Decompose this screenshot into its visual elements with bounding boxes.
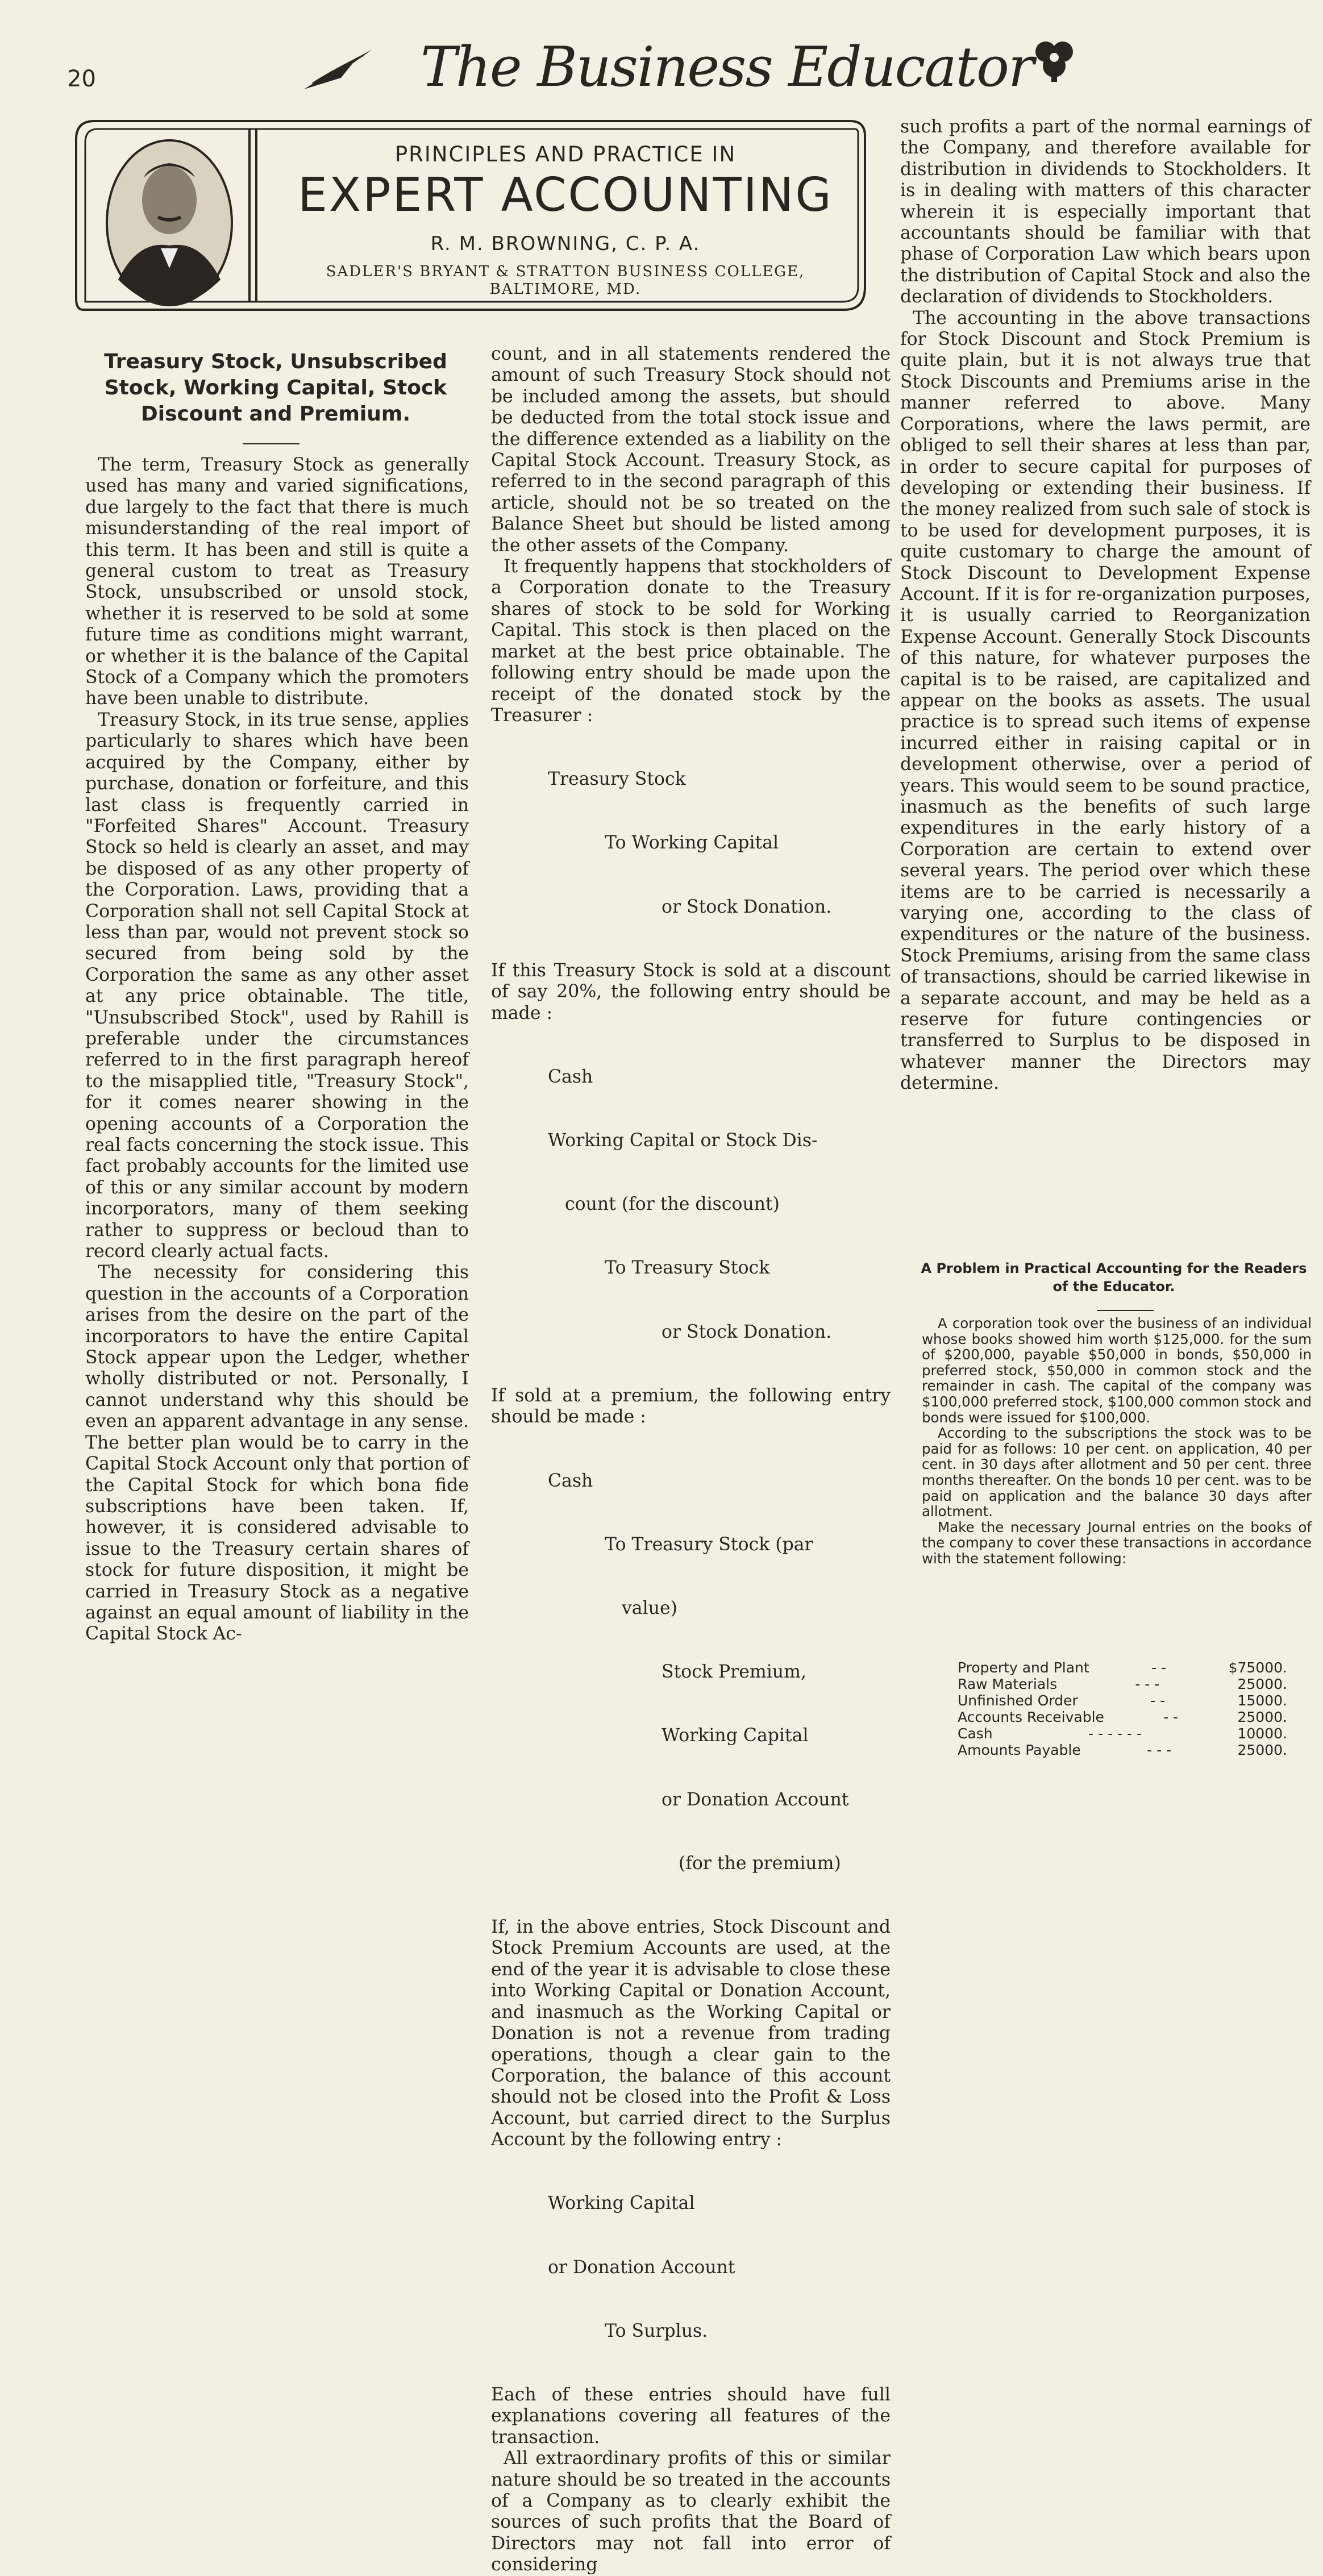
paragraph: According to the subscriptions the stock was to be paid for as follows: 10 per cent. on application, 40 per cent. in 30 days after allotment and 50 per cent. three months thereafter. On the bonds 10 per cent. was to be paid on application and the balance 30 days after allotment. [922, 1425, 1312, 1520]
paragraph: Treasury Stock, in its true sense, applies particularly to shares which have been acquired by the Company, either by purchase, donation or forfeiture, and this last class is frequently carried in "Forfeited Shares" Account. Treasury Stock so held is clearly an asset, and may be disposed of as any other property of the Corporation. Laws, providing that a Corporation shall not sell Capital Stock at less than par, would not prevent stock so secured from being sold by the Corporation the same as any other asset at any price obtainable. The title, "Unsubscribed Stock", used by Rahill is preferable under the circumstances referred to in the first paragraph hereof to the misapplied title, "Treasury Stock", for it comes nearer showing in the opening accounts of a Corporation the real facts concerning the stock issue. This fact probably accounts for the limited use of this or any similar account by modern incorporators, many of them seeking rather to suppress or becloud than to record clearly actual facts. [85, 709, 469, 1262]
entry-line: Working Capital or Stock Dis- [548, 1130, 818, 1151]
paragraph: The accounting in the above transactions for Stock Discount and Stock Premium is quite plain, but it is not always true that Stock Discounts and Premiums arise in the manner referred to above. Many Corporations, where the laws permit, are obliged to sell their shares at less than par, in order to secure capital for purposes of developing or extending their business. If the money realized from such sale of stock is to be used for development purposes, it is quite customary to charge the amount of Stock Discount to Development Expense Account. If it is for re-organization purposes, it is usually carried to Reorganization Expense Account. Generally Stock Discounts of this nature, for whatever purposes the capital is to be raised, are capitalized and appear on the books as assets. The usual practice is to spread such items of expense incurred either in raising capital or in development otherwise, over a period of years. This would seem to be sound practice, inasmuch as the benefits of such large expenditures in the early history of a Corporation are certain to extend over several years. The period over which these items are to be carried is necessarily a varying one, according to the class of expenditures or the nature of the business. Stock Premiums, arising from the same class of transactions, should be carried likewise in a separate account, and may be held as a reserve for future contingencies or transferred to Surplus to be disposed in whatever manner the Directors may determine. [900, 307, 1310, 1094]
statement-row [958, 1676, 1287, 1692]
entry-line: count (for the discount) [565, 1194, 780, 1215]
divider [1097, 1310, 1154, 1311]
title-kicker: PRINCIPLES AND PRACTICE IN [394, 142, 737, 167]
entry-line: Stock Premium, [662, 1662, 806, 1683]
masthead-title: The Business Educator [421, 35, 1033, 99]
paragraph: The necessity for considering this question in the accounts of a Corporation arises from the desire on the part of the incorporators to have the entire Capital Stock appear upon the Ledger, whether wholly distributed or not. Personally, I cannot understand why this should be even an apparent advantage in any sense. The better plan would be to carry in the Capital Stock Account only that portion of the Capital Stock for which bona fide subscriptions have been taken. If, however, it is considered advisable to issue to the Treasury certain shares of stock for future disposition, it might be carried in Treasury Stock as a negative against an equal amount of liability in the Capital Stock Ac- [85, 1262, 469, 1645]
article-title-block [261, 142, 869, 298]
column-1 [85, 455, 469, 1645]
entry-line: or Stock Donation. [662, 1321, 832, 1342]
statement-amount: 25000. [1237, 1709, 1287, 1725]
entry-line: or Donation Account [548, 2257, 735, 2278]
statement-row [958, 1725, 1287, 1742]
author-name: R. M. BROWNING, C. P. A. [430, 232, 701, 255]
entry-line: To Treasury Stock [605, 1258, 770, 1279]
title-main: EXPERT ACCOUNTING [298, 168, 833, 222]
statement-leader: - - - [1147, 1742, 1172, 1758]
paragraph: count, and in all statements rendered the amount of such Treasury Stock should not be included among the assets, but should be deducted from the total stock issue and the difference extended as a liability on the Capital Stock Account. Treasury Stock, as referred to in the second paragraph of this article, should not be so treated on the Balance Sheet but should be listed among the other assets of the Company. [491, 344, 891, 556]
paragraph: It frequently happens that stockholders of a Corporation donate to the Treasury shares of stock to be sold for Working Capital. This stock is then placed on the market at the best price obtainable. The following entry should be made upon the receipt of the donated stock by the Treasurer : [491, 556, 891, 726]
paragraph: If this Treasury Stock is sold at a discount of say 20%, the following entry should be made : [491, 960, 891, 1023]
entry-line: To Treasury Stock (par [605, 1534, 813, 1555]
entry-line: Cash [548, 1470, 593, 1491]
paragraph: If, in the above entries, Stock Discount and Stock Premium Accounts are used, at the end of the year it is advisable to close these into Working Capital or Donation Account, and inasmuch as the Working Capital or Donation is not a revenue from trading operations, though a clear gain to the Corporation, the balance of this account should not be closed into the Profit & Loss Account, but carried direct to the Surplus Account by the following entry : [491, 1917, 891, 2150]
statement-label: Property and Plant [958, 1659, 1089, 1676]
statement-amount: 15000. [1237, 1692, 1287, 1709]
entry-line: Cash [548, 1066, 593, 1087]
statement-row [958, 1742, 1287, 1758]
paragraph: A corporation took over the business of an individual whose books showed him worth $125,000. for the sum of $200,000, payable $50,000 in bonds, $50,000 in preferred stock, $50,000 in common stock and the remainder in cash. The capital of the company was $100,000 preferred stock, $100,000 common stock and bonds were issued for $100,000. [922, 1315, 1312, 1426]
statement-label: Unfinished Order [958, 1692, 1078, 1709]
statement-leader: - - [1151, 1659, 1167, 1676]
divider [243, 443, 299, 444]
statement-table [958, 1659, 1287, 1758]
statement-row [958, 1659, 1287, 1676]
journal-entry [491, 726, 891, 960]
statement-row [958, 1692, 1287, 1709]
paragraph: Make the necessary Journal entries on the books of the company to cover these transactions in accordance with the statement following: [922, 1518, 1312, 1567]
entry-line: or Donation Account [662, 1789, 849, 1810]
article-heading: Treasury Stock, Unsubscribed Stock, Working Capital, Stock Discount and Premium. [104, 350, 447, 426]
entry-line: value) [622, 1597, 677, 1618]
problem-heading: A Problem in Practical Accounting for the Readers of the Educator. [921, 1260, 1307, 1295]
affiliation-line: BALTIMORE, MD. [489, 281, 642, 298]
paragraph: Each of these entries should have full explanations covering all features of the transaction. [491, 2384, 891, 2448]
entry-line: Working Capital [662, 1725, 809, 1746]
author-portrait [104, 138, 235, 308]
statement-leader: - - [1150, 1692, 1166, 1709]
paragraph: The term, Treasury Stock as generally used has many and varied significations, due largely to the fact that there is much misunderstanding of the real import of this term. It has been and still is quite a general custom to treat as Treasury Stock, unsubscribed or unsold stock, whether it is reserved to be sold at some future time as conditions might warrant, or whether it is the balance of the Capital Stock of a Company which the promoters have been unable to distribute. [85, 455, 469, 709]
journal-entry [491, 2151, 891, 2384]
statement-label: Raw Materials [958, 1676, 1058, 1692]
page-number: 20 [67, 66, 96, 92]
journal-entry [491, 1024, 891, 1385]
entry-line: (for the premium) [679, 1853, 841, 1874]
statement-amount: 10000. [1237, 1725, 1287, 1742]
entry-line: Working Capital [548, 2193, 695, 2214]
statement-label: Accounts Receivable [958, 1709, 1104, 1725]
column-3 [900, 116, 1310, 1095]
entry-line: or Stock Donation. [662, 896, 832, 917]
column-2 [491, 344, 891, 2576]
statement-label: Cash [958, 1725, 993, 1742]
statement-amount: 25000. [1237, 1742, 1287, 1758]
problem-text [922, 1316, 1312, 1567]
statement-amount: 25000. [1237, 1676, 1287, 1692]
paragraph: If sold at a premium, the following entry should be made : [491, 1385, 891, 1428]
entry-line: Treasury Stock [548, 769, 686, 790]
statement-amount: $75000. [1228, 1659, 1287, 1676]
statement-leader: - - [1163, 1709, 1179, 1725]
entry-line: To Surplus. [605, 2320, 708, 2341]
statement-leader: - - - [1135, 1676, 1160, 1692]
statement-row [958, 1709, 1287, 1725]
ornament-icon [1029, 38, 1080, 83]
author-affiliation [261, 263, 869, 298]
paragraph: such profits a part of the normal earnings of the Company, and therefore available for distribution in dividends to Stockholders. It is in dealing with matters of this character wherein it is especially important that accountants should be familiar with that phase of Corporation Law which bears upon the distribution of Capital Stock and also the declaration of dividends to Stockholders. [900, 116, 1310, 307]
statement-label: Amounts Payable [958, 1742, 1081, 1758]
statement-leader: - - - - - - [1088, 1725, 1142, 1742]
paragraph: All extraordinary profits of this or similar nature should be so treated in the accounts of a Company as to clearly exhibit the sources of such profits that the Board of Directors may not fall into error of considering [491, 2448, 891, 2575]
entry-line: To Working Capital [605, 833, 779, 854]
affiliation-line: SADLER'S BRYANT & STRATTON BUSINESS COLLEGE, [326, 263, 805, 280]
journal-entry [491, 1428, 891, 1917]
quill-icon [301, 47, 375, 92]
